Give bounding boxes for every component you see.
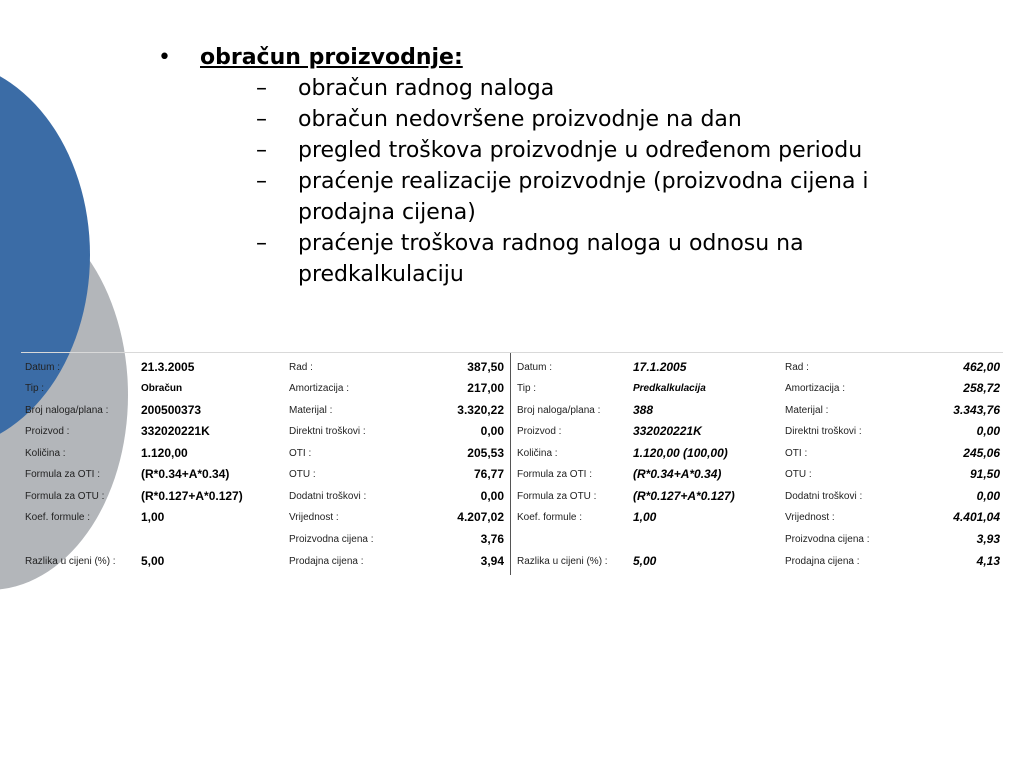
field-label: Tip : [25, 383, 45, 394]
field-label: Prodajna cijena : [289, 556, 364, 567]
field-label: Broj naloga/plana : [25, 405, 109, 416]
sub-bullet-item [256, 166, 878, 228]
field-label: OTI : [785, 448, 808, 459]
field-value: 76,77 [473, 467, 504, 481]
field-value: 3,76 [480, 532, 504, 546]
field-value: 5,00 [141, 554, 165, 568]
field-label: Proizvodna cijena : [289, 534, 374, 545]
field-label: Direktni troškovi : [289, 426, 366, 437]
field-label: Količina : [517, 448, 558, 459]
field-label: Proizvod : [25, 426, 70, 437]
field-value: Obračun [141, 383, 183, 394]
field-value: 0,00 [480, 489, 504, 503]
sub-bullet-item [256, 104, 878, 135]
form-row [513, 378, 1003, 399]
sub-bullet-item [256, 135, 878, 166]
panel-divider [510, 353, 511, 575]
field-value: 205,53 [467, 446, 504, 460]
sub-bullet-item [256, 73, 878, 104]
dash-icon: – [256, 107, 267, 132]
field-label: Direktni troškovi : [785, 426, 862, 437]
form-row [513, 486, 1003, 507]
form-row [513, 551, 1003, 572]
dash-icon: – [256, 76, 267, 101]
field-label: Materijal : [289, 405, 333, 416]
field-value: (R*0.34+A*0.34) [633, 467, 722, 481]
field-value: 217,00 [467, 381, 504, 395]
field-label: Vrijednost : [289, 512, 339, 523]
field-value: Predkalkulacija [633, 383, 706, 394]
form-row [21, 357, 509, 378]
section-heading: obračun proizvodnje: [200, 45, 463, 70]
form-row [21, 486, 509, 507]
field-value: 21.3.2005 [141, 360, 195, 374]
field-value: 17.1.2005 [633, 360, 687, 374]
form-row [513, 421, 1003, 442]
sub-bullet-list [158, 73, 878, 290]
field-label: Vrijednost : [785, 512, 835, 523]
field-value: (R*0.127+A*0.127) [141, 489, 243, 503]
field-label: OTU : [785, 469, 812, 480]
form-row [513, 529, 1003, 550]
form-row [513, 464, 1003, 485]
sub-bullet-text: obračun radnog naloga [298, 76, 555, 101]
dash-icon: – [256, 169, 267, 194]
bullet-dot-icon: • [158, 45, 171, 70]
field-value: 3.320,22 [457, 403, 504, 417]
field-label: Formula za OTI : [25, 469, 101, 480]
form-row [21, 400, 509, 421]
obracun-panel [21, 357, 509, 573]
form-row [513, 400, 1003, 421]
sub-bullet-text: praćenje realizacije proizvodnje (proizvodna cijena i prodajna cijena) [298, 169, 869, 225]
field-value: 1.120,00 (100,00) [633, 446, 728, 460]
calculation-screenshot [21, 352, 1003, 576]
sub-bullet-text: praćenje troškova radnog naloga u odnosu na predkalkulaciju [298, 231, 804, 287]
field-label: Datum : [25, 362, 61, 373]
field-value: 462,00 [963, 360, 1000, 374]
field-value: 0,00 [976, 489, 1000, 503]
dash-icon: – [256, 231, 267, 256]
field-label: Amortizacija : [785, 383, 846, 394]
field-value: 332020221K [633, 424, 702, 438]
field-label: Prodajna cijena : [785, 556, 860, 567]
field-label: Amortizacija : [289, 383, 350, 394]
field-label: Razlika u cijeni (%) : [25, 556, 116, 567]
field-value: 1,00 [633, 510, 657, 524]
field-label: Formula za OTU : [517, 491, 597, 502]
field-label: Proizvod : [517, 426, 562, 437]
form-row [21, 507, 509, 528]
field-label: Tip : [517, 383, 537, 394]
field-label: Datum : [517, 362, 553, 373]
field-value: 258,72 [963, 381, 1000, 395]
field-label: Formula za OTI : [517, 469, 593, 480]
field-value: 388 [633, 403, 654, 417]
field-value: 4.401,04 [953, 510, 1000, 524]
field-label: Koef. formule : [25, 512, 91, 523]
field-value: 387,50 [467, 360, 504, 374]
field-value: 200500373 [141, 403, 202, 417]
field-label: Dodatni troškovi : [289, 491, 367, 502]
field-label: OTU : [289, 469, 316, 480]
predkalkulacija-panel [513, 357, 1003, 573]
form-row [21, 378, 509, 399]
field-label: Materijal : [785, 405, 829, 416]
form-row [21, 551, 509, 572]
form-row [513, 507, 1003, 528]
field-label: Dodatni troškovi : [785, 491, 863, 502]
bullet-list [158, 42, 878, 290]
field-label: OTI : [289, 448, 312, 459]
field-value: 4,13 [976, 554, 1000, 568]
sub-bullet-item [256, 228, 878, 290]
field-label: Razlika u cijeni (%) : [517, 556, 608, 567]
field-value: (R*0.127+A*0.127) [633, 489, 735, 503]
dash-icon: – [256, 138, 267, 163]
field-label: Rad : [289, 362, 313, 373]
field-value: 332020221K [141, 424, 210, 438]
field-value: 1.120,00 [141, 446, 188, 460]
field-label: Broj naloga/plana : [517, 405, 601, 416]
form-row [21, 421, 509, 442]
form-row [21, 443, 509, 464]
field-label: Formula za OTU : [25, 491, 105, 502]
main-bullet [158, 42, 878, 73]
field-value: 3,93 [976, 532, 1000, 546]
field-label: Količina : [25, 448, 66, 459]
field-value: (R*0.34+A*0.34) [141, 467, 230, 481]
field-label: Koef. formule : [517, 512, 583, 523]
sub-bullet-text: pregled troškova proizvodnje u određenom periodu [298, 138, 863, 163]
field-value: 3.343,76 [953, 403, 1000, 417]
field-value: 1,00 [141, 510, 165, 524]
field-value: 5,00 [633, 554, 657, 568]
field-label: Proizvodna cijena : [785, 534, 870, 545]
sub-bullet-text: obračun nedovršene proizvodnje na dan [298, 107, 742, 132]
form-row [513, 357, 1003, 378]
form-row [21, 529, 509, 550]
field-value: 3,94 [480, 554, 504, 568]
form-row [513, 443, 1003, 464]
field-value: 245,06 [963, 446, 1000, 460]
field-value: 91,50 [969, 467, 1000, 481]
field-value: 0,00 [976, 424, 1000, 438]
field-label: Rad : [785, 362, 809, 373]
form-row [21, 464, 509, 485]
field-value: 4.207,02 [457, 510, 504, 524]
field-value: 0,00 [480, 424, 504, 438]
